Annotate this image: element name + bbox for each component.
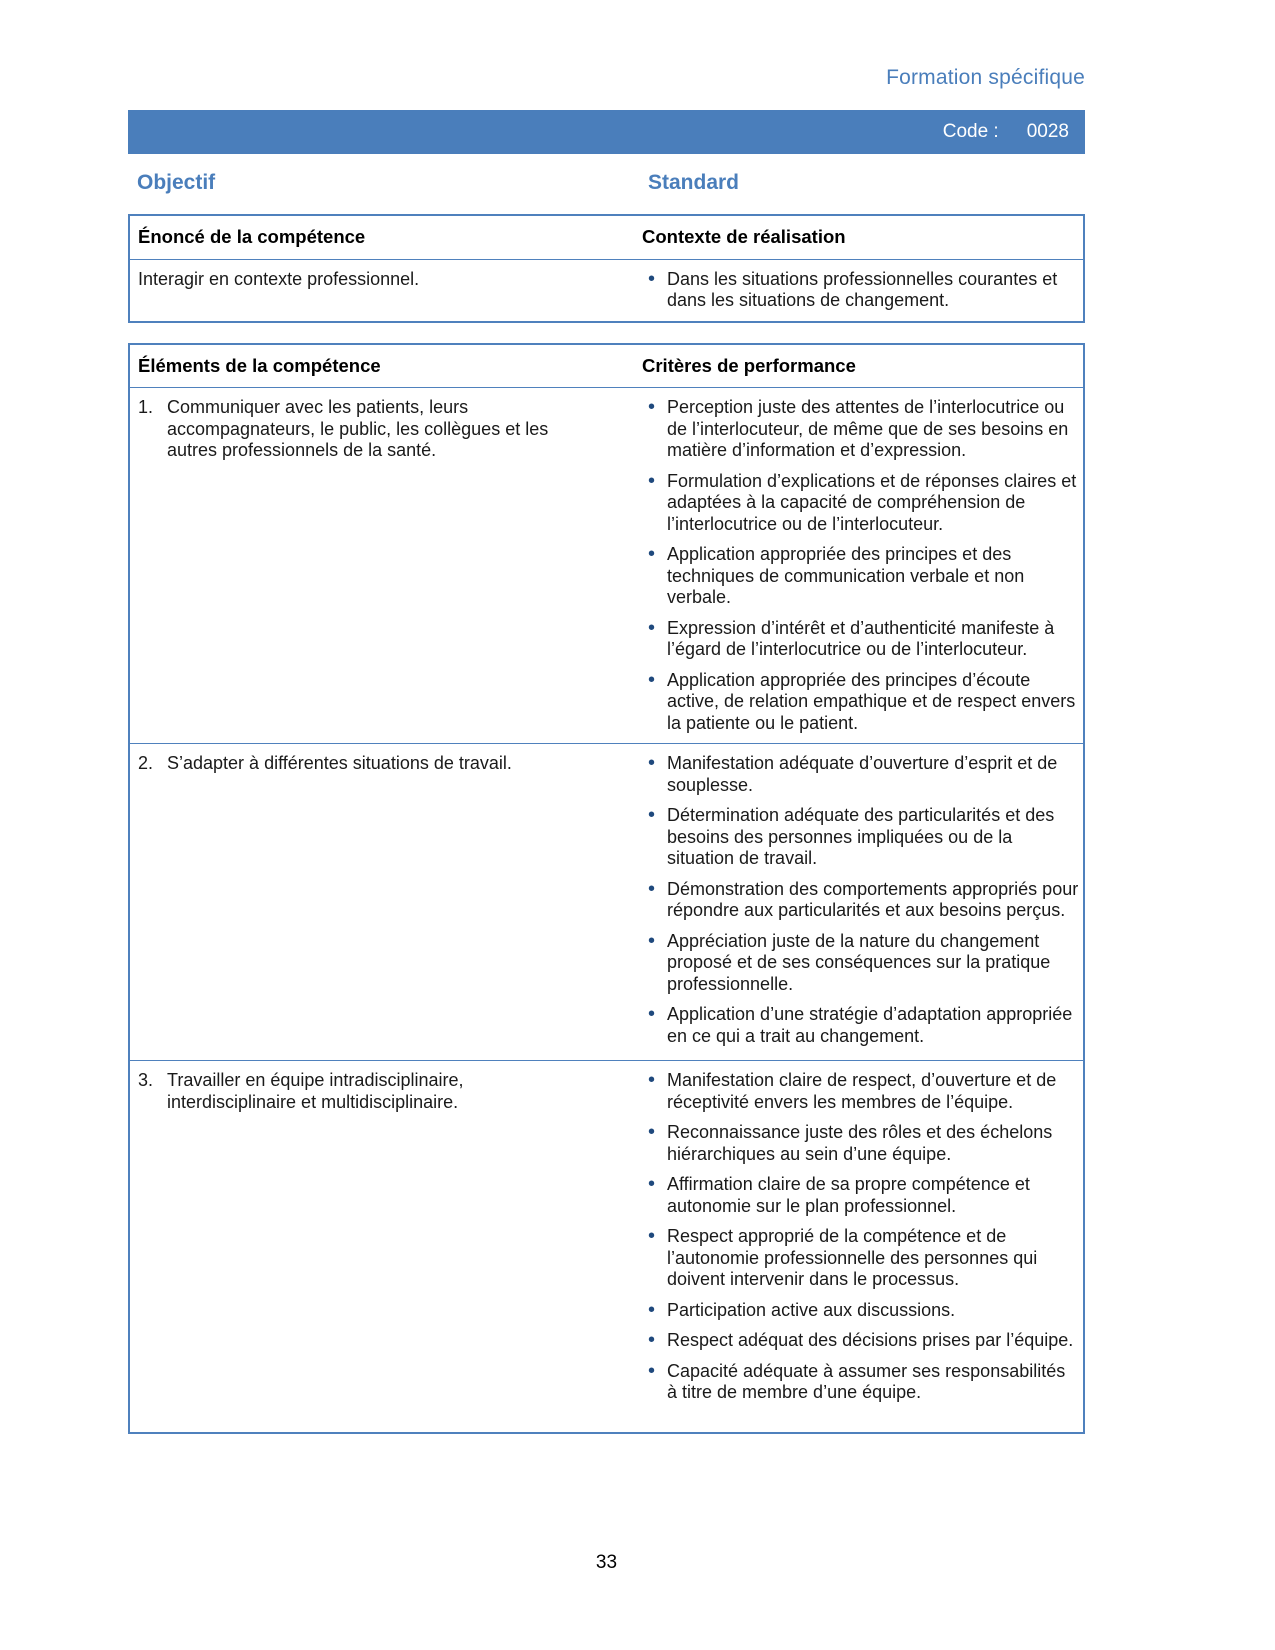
objectif-heading: Objectif	[137, 171, 216, 194]
bullet-icon: •	[648, 616, 656, 639]
list-item: • Formulation d’explications et de réponses claires et adaptées à la capacité de compréhension de l’interlocutrice ou de l’interlocuteur.	[648, 469, 1077, 534]
criteria-1	[636, 388, 1083, 743]
list-item: • Affirmation claire de sa propre compétence et autonomie sur le plan professionnel.	[648, 1173, 1030, 1216]
table1-header-row	[130, 216, 1083, 260]
bullet-icon: •	[648, 929, 656, 952]
bullet-icon: •	[648, 877, 656, 900]
table2-left-header: Éléments de la compétence	[138, 354, 381, 376]
table-row	[130, 743, 1083, 1060]
table2-header-row	[130, 345, 1083, 389]
bullet-icon: •	[648, 668, 656, 691]
list-item: • Détermination adéquate des particularités et des besoins des personnes impliquées ou de la situation de travail.	[648, 804, 1055, 868]
code-bar	[128, 110, 1085, 154]
bullet-icon: •	[648, 1173, 656, 1195]
bullet-icon: •	[648, 396, 656, 418]
table1-left-header: Énoncé de la compétence	[138, 226, 366, 247]
criteria-3	[636, 1061, 1083, 1432]
code-label: Code :	[942, 121, 999, 142]
bullet-icon: •	[648, 1359, 656, 1382]
element-number: 2.	[138, 753, 154, 773]
competence-statement: Interagir en contexte professionnel.	[138, 268, 420, 289]
realisation-context	[636, 260, 1083, 321]
bullet-icon: •	[648, 1069, 656, 1091]
page-content	[128, 0, 1085, 1434]
list-item: • Dans les situations professionnelles courantes et dans les situations de changement.	[648, 267, 1058, 310]
list-item: • Participation active aux discussions.	[648, 1298, 956, 1321]
table1-right-header: Contexte de réalisation	[642, 226, 846, 247]
bullet-icon: •	[648, 1329, 656, 1351]
bullet-icon: •	[648, 543, 656, 565]
list-item: • Démonstration des comportements appropriés pour répondre aux particularités et aux besoins perçus.	[648, 877, 1079, 920]
bullet-icon: •	[648, 1298, 656, 1321]
column-headings	[128, 171, 1085, 199]
element-1	[130, 388, 636, 743]
element-number: 3.	[138, 1070, 154, 1090]
page-number: 33	[595, 1552, 618, 1573]
table1-body-row	[130, 260, 1083, 321]
element-text: Travailler en équipe intradisciplinaire, interdisciplinaire et multidisciplinaire.	[167, 1070, 464, 1112]
list-item: • Respect adéquat des décisions prises par l’équipe.	[648, 1329, 1074, 1351]
list-item: • Reconnaissance juste des rôles et des échelons hiérarchiques au sein d’une équipe.	[648, 1121, 1053, 1164]
bullet-icon: •	[648, 1121, 656, 1143]
list-item: • Manifestation claire de respect, d’ouverture et de réceptivité envers les membres de l’équipe.	[648, 1069, 1057, 1112]
list-item: • Expression d’intérêt et d’authenticité manifeste à l’égard de l’interlocutrice ou de l’interlocuteur.	[648, 616, 1055, 659]
element-text: S’adapter à différentes situations de travail.	[167, 753, 512, 773]
table2-right-header: Critères de performance	[642, 354, 856, 376]
element-2	[130, 744, 636, 1060]
list-item: • Application appropriée des principes et des techniques de communication verbale et non verbale.	[648, 543, 1025, 607]
list-item: • Appréciation juste de la nature du changement proposé et de ses conséquences sur la pratique professionnelle.	[648, 929, 1051, 994]
competence-elements-table	[128, 343, 1085, 1435]
list-item: • Respect approprié de la compétence et de l’autonomie professionnelle des personnes qui doivent intervenir dans le processus.	[648, 1225, 1038, 1289]
criteria-2	[636, 744, 1083, 1060]
table-row	[130, 1060, 1083, 1432]
standard-heading: Standard	[648, 171, 740, 194]
bullet-icon: •	[648, 1225, 656, 1247]
list-item: • Application d’une stratégie d’adaptation appropriée en ce qui a trait au changement.	[648, 1003, 1073, 1046]
bullet-icon: •	[648, 752, 656, 774]
list-item: • Perception juste des attentes de l’interlocutrice ou de l’interlocuteur, de même que de ses besoins en matière d’information et d’expression.	[648, 396, 1069, 460]
section-title: Formation spécifique	[886, 66, 1085, 89]
element-3	[130, 1061, 636, 1432]
bullet-icon: •	[648, 267, 656, 290]
list-item: • Manifestation adéquate d’ouverture d’esprit et de souplesse.	[648, 752, 1058, 795]
element-text: Communiquer avec les patients, leurs accompagnateurs, le public, les collègues et les autres professionnels de la santé.	[167, 397, 549, 460]
list-item: • Capacité adéquate à assumer ses responsabilités à titre de membre d’une équipe.	[648, 1359, 1066, 1402]
code-value: 0028	[1026, 121, 1069, 142]
competence-statement-table	[128, 214, 1085, 323]
element-number: 1.	[138, 397, 154, 417]
bullet-icon: •	[648, 804, 656, 826]
list-item: • Application appropriée des principes d’écoute active, de relation empathique et de respect envers la patiente ou le patient.	[648, 668, 1076, 733]
bullet-icon: •	[648, 1003, 656, 1025]
bullet-icon: •	[648, 469, 656, 492]
table-row	[130, 388, 1083, 743]
